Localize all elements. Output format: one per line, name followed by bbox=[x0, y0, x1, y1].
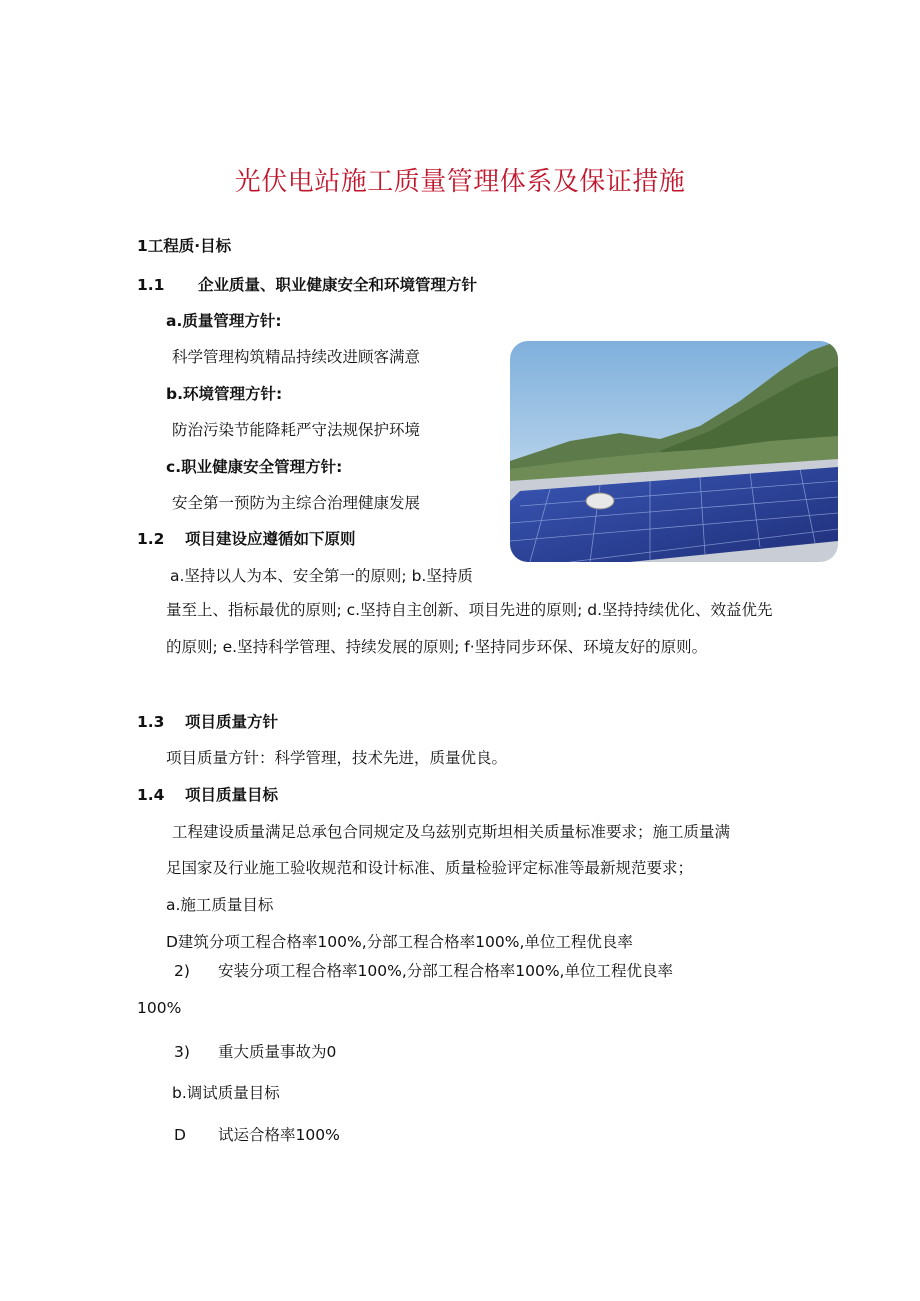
solar-panel-photo bbox=[510, 341, 838, 562]
item-text: 重大质量事故为0 bbox=[218, 1043, 337, 1061]
section-title: 项目质量方针 bbox=[185, 713, 279, 731]
construction-goal-label: a.施工质量目标 bbox=[166, 896, 274, 914]
principles-first-line: a.坚持以人为本、安全第一的原则; b.坚持质 bbox=[170, 567, 473, 585]
quality-goal-paragraph-line2: 足国家及行业施工验收规范和设计标准、质量检验评定标准等最新规范要求； bbox=[166, 859, 694, 877]
item-text: 试运合格率100% bbox=[218, 1126, 340, 1144]
section-1-4-heading bbox=[137, 783, 278, 805]
construction-goal-item-3 bbox=[174, 1040, 336, 1062]
ohs-policy-label: c.职业健康安全管理方针: bbox=[166, 458, 343, 476]
section-number: 1.1 bbox=[137, 276, 165, 294]
commissioning-goal-label: b.调试质量目标 bbox=[172, 1084, 280, 1102]
quality-policy-text: 科学管理构筑精品持续改进顾客满意 bbox=[172, 348, 421, 366]
section-1-3-heading bbox=[137, 710, 278, 732]
commissioning-goal-item-1 bbox=[174, 1123, 340, 1145]
project-quality-policy: 项目质量方针：科学管理，技术先进，质量优良。 bbox=[166, 749, 508, 767]
construction-goal-item-1: D建筑分项工程合格率100%,分部工程合格率100%,单位工程优良率 bbox=[166, 933, 633, 951]
section-number: 1.4 bbox=[137, 786, 165, 804]
item-number: 2) bbox=[174, 962, 190, 980]
quality-policy-label: a.质量管理方针: bbox=[166, 312, 282, 330]
section-title: 企业质量、职业健康安全和环境管理方针 bbox=[198, 276, 478, 294]
section-number: 1.2 bbox=[137, 530, 165, 548]
principles-text: 量至上、指标最优的原则; c.坚持自主创新、项目先进的原则; d.坚持持续优化、效益优先的原则; e.坚持科学管理、持续发展的原则; f·坚持同步环保、环境友好的原则。 bbox=[166, 601, 773, 656]
environment-policy-label: b.环境管理方针: bbox=[166, 385, 283, 403]
construction-goal-item-2-continued: 100% bbox=[137, 999, 182, 1017]
ohs-policy-text: 安全第一预防为主综合治理健康发展 bbox=[172, 494, 421, 512]
document-title: 光伏电站施工质量管理体系及保证措施 bbox=[234, 167, 686, 197]
item-number: D bbox=[174, 1126, 186, 1144]
section-1-1-heading bbox=[137, 273, 477, 295]
item-text: 安装分项工程合格率100%,分部工程合格率100%,单位工程优良率 bbox=[218, 962, 673, 980]
section-1-2-heading bbox=[137, 527, 356, 549]
section-1-heading: 1工程质·目标 bbox=[137, 237, 232, 255]
environment-policy-text: 防治污染节能降耗严守法规保护环境 bbox=[172, 421, 421, 439]
item-number: 3) bbox=[174, 1043, 190, 1061]
section-title: 项目建设应遵循如下原则 bbox=[185, 530, 356, 548]
construction-goal-item-2 bbox=[174, 959, 673, 981]
section-number: 1.3 bbox=[137, 713, 165, 731]
solar-panel-illustration bbox=[510, 341, 838, 562]
quality-goal-paragraph-line1: 工程建设质量满足总承包合同规定及乌兹别克斯坦相关质量标准要求；施工质量满 bbox=[172, 823, 731, 841]
section-title: 项目质量目标 bbox=[185, 786, 279, 804]
